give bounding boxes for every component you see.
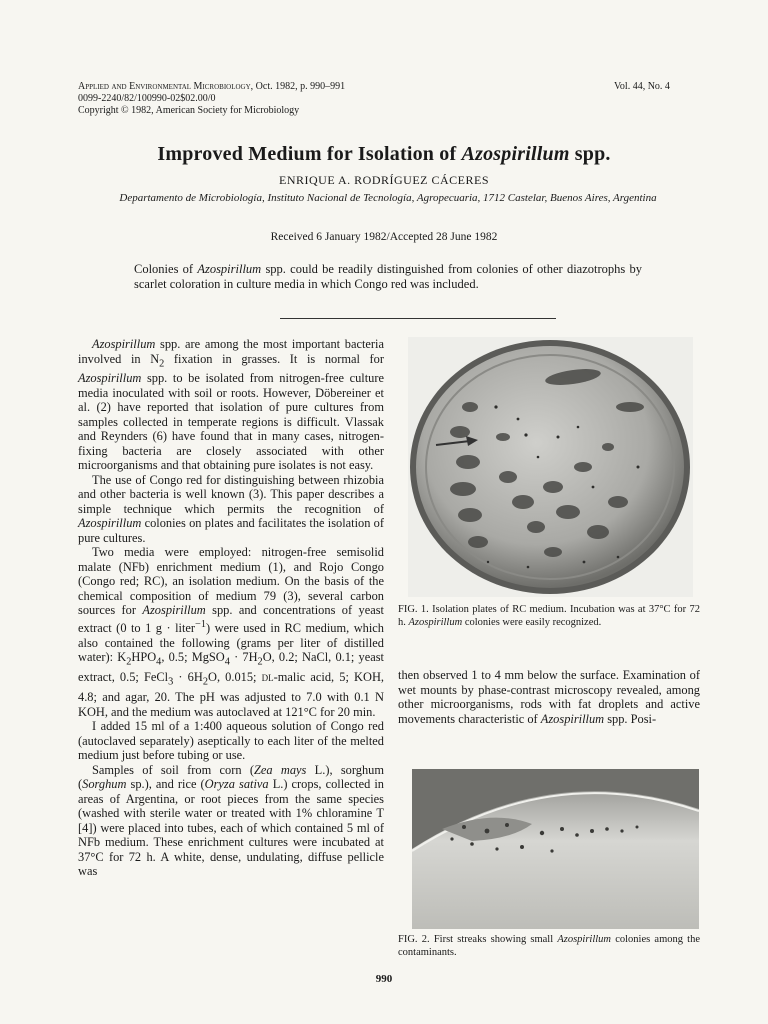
journal-header	[78, 81, 345, 117]
affiliation: Departamento de Microbiología, Instituto Nacional de Tecnología, Agropecuaria, 1712 Castelar, Buenos Aires, Argentina	[119, 192, 657, 204]
divider	[280, 318, 556, 319]
paragraph-1: Azospirillum spp. are among the most important bacteria involved in $N_2$ fixation in grasses. It is normal for Azospirillum spp. to be isolated from nitrogen-free culture media inoculated with soil or roots. However, Döbereiner et al. (2) have reported that isolation of pure cultures from samples collected in temperate regions is difficult. Vlassak and Reynders (6) have found that in many cases, nitrogen-fixing bacteria are closely associated with other microorganisms and that obtaining pure isolates is not easy.	[78, 337, 384, 473]
journal-name: Applied and Environmental Microbiology	[78, 81, 251, 92]
article-title: Improved Medium for Isolation of Azospirillum spp.	[157, 143, 611, 165]
figure-1-caption: FIG. 1. Isolation plates of RC medium. Incubation was at 37°C for 72 h. Azospirillum colonies were easily recognized.	[398, 604, 701, 628]
received-dates: Received 6 January 1982/Accepted 28 June 1982	[270, 231, 498, 243]
page-number: 990	[375, 973, 393, 985]
body-right-column: then observed 1 to 4 mm below the surface. Examination of wet mounts by phase-contrast microscopy revealed, among other microorganisms, rods with fat droplets and active movements characteristic of Azospirillum spp. Posi-	[398, 668, 700, 726]
body-left-column	[78, 337, 384, 879]
figure-2-caption: FIG. 2. First streaks showing small Azospirillum colonies among the contaminants.	[398, 934, 701, 958]
journal-citation: , Oct. 1982, p. 990–991	[250, 81, 346, 92]
author-name: ENRIQUE A. RODRÍGUEZ CÁCERES	[278, 173, 489, 187]
journal-code: 0099-2240/82/100990-02$02.00/0	[78, 93, 216, 104]
figure-1-image	[408, 337, 693, 597]
paragraph-4: I added 15 ml of a 1:400 aqueous solution of Congo red (autoclaved separately) aseptically to each liter of the melted medium just before tubing or use.	[78, 719, 384, 763]
paragraph-2: The use of Congo red for distinguishing between rhizobia and other bacteria is well known (3). This paper describes a simple technique which permits the recognition of Azospirillum colonies on plates and facilitates the isolation of pure cultures.	[78, 472, 384, 545]
copyright-line: Copyright © 1982, American Society for Microbiology	[78, 105, 300, 116]
paragraph-3: Two media were employed: nitrogen-free semisolid malate (NFb) enrichment medium (1), and Rojo Congo (Congo red; RC), an isolation medium. On the basis of the chemical composition of medium 79 (3), several carbon sources for Azospirillum spp. and concentrations of yeast extract (0 to 1 g · liter$^{-1}$) were used in RC medium, which also contained the following (grams per liter of distilled water): $K_2HPO_4$, 0.5; MgSO$_4$ · $7H_2O$, 0.2; NaCl, 0.1; yeast extract, 0.5; FeCl$_3$ · $6H_2O$, 0.015; dl-malic acid, 5; KOH, 4.8; and agar, 20. The pH was adjusted to 7.0 with 0.1 N KOH, and the medium was autoclaved at 121°C for 20 min.	[78, 545, 385, 719]
paragraph-5: Samples of soil from corn (Zea mays L.), sorghum (Sorghum sp.), and rice (Oryza sativa L.) crops, collected in areas of Argentina, or root pieces from the same species (washed with sterile water or treated with 1% chloramine T [4]) were placed into tubes, each of which contained 5 ml of NFb medium. These enrichment cultures were incubated at 37°C for 72 h. A white, dense, undulating, diffuse pellicle was	[78, 762, 384, 879]
abstract: Colonies of Azospirillum spp. could be readily distinguished from colonies of other diazotrophs by scarlet coloration in culture media in which Congo red was included.	[134, 262, 642, 291]
figure-2-image	[412, 769, 699, 929]
volume-label: Vol. 44, No. 4	[614, 81, 670, 92]
